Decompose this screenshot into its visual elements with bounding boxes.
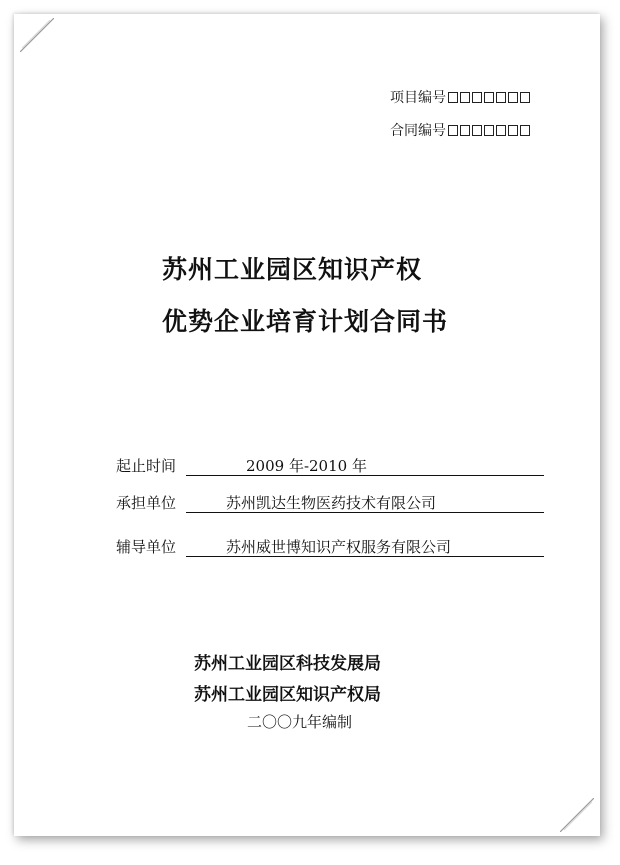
field-period: [116, 455, 544, 477]
field-period-value: 2009 年-2010 年: [246, 457, 367, 475]
contract-number-row: [390, 120, 532, 140]
document-title-line1: 苏州工业园区知识产权: [162, 255, 423, 284]
project-number-boxes: [448, 92, 532, 103]
issuer-line1: 苏州工业园区科技发展局: [194, 654, 381, 674]
field-guidance-unit-label: 辅导单位: [116, 538, 177, 556]
contract-number-label: 合同编号: [390, 123, 446, 139]
edition-line: 二〇〇九年编制: [247, 713, 353, 731]
page-curl-bottom-right: [560, 798, 594, 832]
field-guidance-unit-value: 苏州威世博知识产权服务有限公司: [226, 538, 452, 556]
field-period-label: 起止时间: [116, 457, 177, 475]
project-number-label: 项目编号: [390, 90, 446, 106]
issuer-line2: 苏州工业园区知识产权局: [194, 685, 381, 705]
project-number-row: [390, 87, 532, 107]
field-undertaking-unit-label: 承担单位: [116, 494, 177, 512]
document-page: [14, 14, 600, 836]
field-undertaking-unit-value: 苏州凯达生物医药技术有限公司: [226, 494, 437, 512]
page-curl-top-left: [20, 18, 54, 52]
document-title-line2: 优势企业培育计划合同书: [162, 307, 449, 336]
field-undertaking-unit: [116, 492, 544, 514]
contract-number-boxes: [448, 125, 532, 136]
field-guidance-unit: [116, 536, 544, 558]
